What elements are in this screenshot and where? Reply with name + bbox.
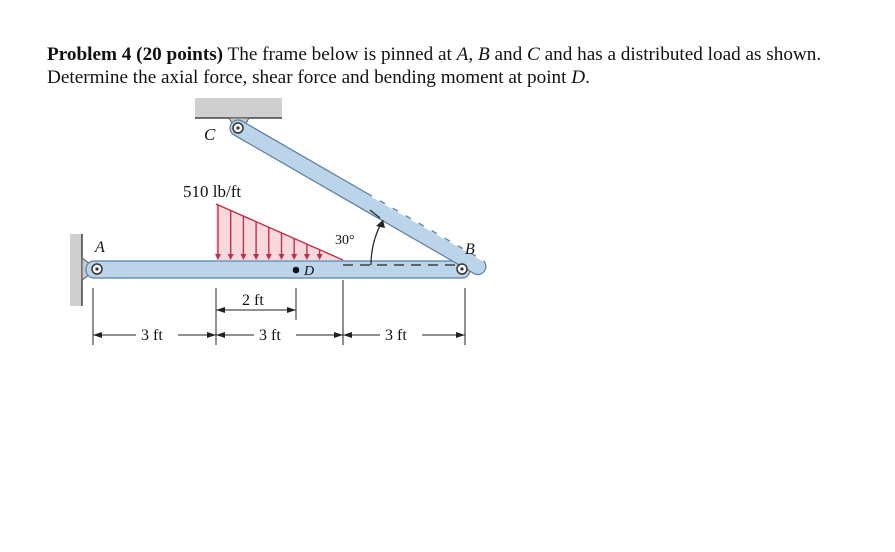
- dim-arrow: [216, 307, 225, 313]
- dim-arrow: [456, 332, 465, 338]
- load-arrows: [215, 205, 323, 260]
- problem-sep-1: ,: [468, 44, 478, 65]
- dim-arrow: [287, 307, 296, 313]
- problem-text-2: and has a distributed load as shown.: [539, 44, 822, 65]
- problem-text-3: Determine the axial force, shear force and bending moment at point: [47, 67, 572, 88]
- dim-label-mid: 3 ft: [259, 327, 281, 344]
- dim-arrow: [343, 332, 352, 338]
- problem-text-1: The frame below is pinned at: [223, 44, 457, 65]
- dim-arrow: [216, 332, 225, 338]
- dim-label-right: 3 ft: [385, 327, 407, 344]
- dim-arrow: [334, 332, 343, 338]
- label-b: B: [465, 241, 475, 258]
- label-d: D: [304, 264, 315, 279]
- ceiling-support: [195, 98, 282, 118]
- dim-label-2ft: 2 ft: [242, 292, 264, 309]
- dim-label-left: 3 ft: [141, 327, 163, 344]
- pin-c-center: [236, 126, 239, 129]
- load-intensity-label: 510 lb/ft: [183, 182, 242, 201]
- pin-b-center: [460, 267, 463, 270]
- pin-a-center: [95, 267, 98, 270]
- dim-arrow: [207, 332, 216, 338]
- label-a: A: [95, 239, 105, 256]
- wall-support: [70, 234, 82, 306]
- angle-label: 30°: [335, 233, 355, 248]
- member-ab: [86, 261, 470, 278]
- label-c: C: [204, 125, 216, 144]
- problem-heading: Problem 4 (20 points): [47, 44, 224, 65]
- point-d-marker: [293, 267, 300, 274]
- dim-arrow: [93, 332, 102, 338]
- problem-sep-2: and: [489, 44, 527, 65]
- problem-end: .: [585, 67, 590, 88]
- point-b-ref: B: [477, 44, 490, 65]
- point-a-ref: A: [456, 44, 469, 65]
- point-c-ref: C: [527, 44, 540, 65]
- point-d-ref: D: [571, 67, 586, 88]
